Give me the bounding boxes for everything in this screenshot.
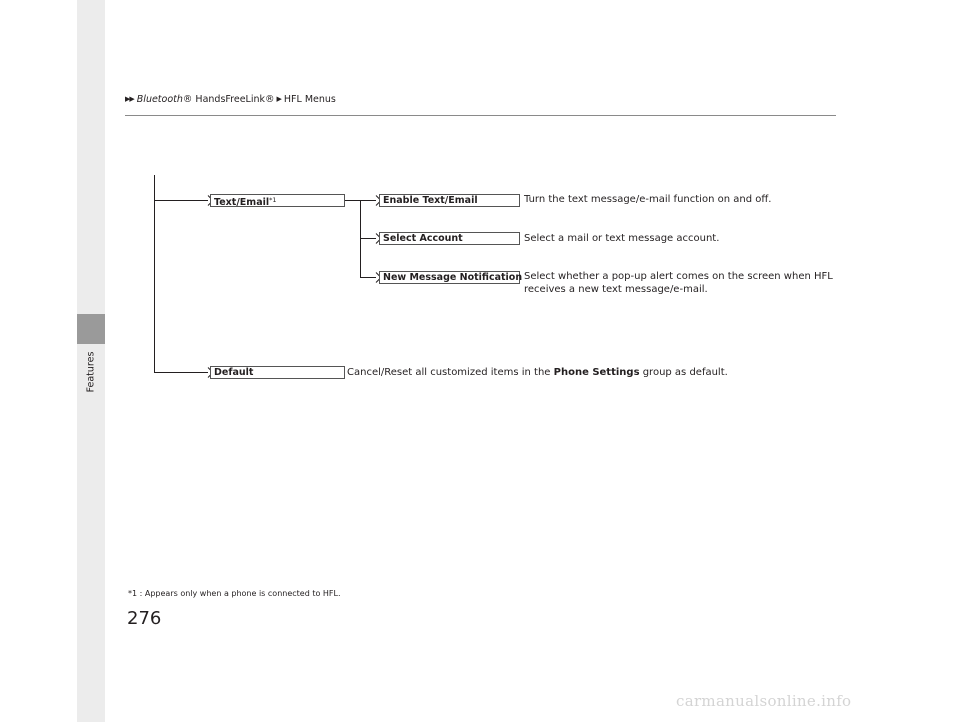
menu-item-text-email bbox=[210, 194, 345, 207]
menu-item-text-email-label: Text/Email bbox=[214, 197, 270, 208]
menu-item-enable-text-email: Enable Text/Email bbox=[379, 194, 520, 207]
breadcrumb-item-bluetooth: Bluetooth bbox=[136, 94, 183, 105]
footnote: *1 : Appears only when a phone is connected to HFL. bbox=[128, 589, 341, 598]
menu-item-new-message-notification: New Message Notification bbox=[379, 271, 520, 284]
section-tab-label: Features bbox=[85, 351, 97, 393]
page-number: 276 bbox=[127, 608, 162, 629]
breadcrumb-arrow-icon: ▶▶ bbox=[125, 95, 134, 103]
default-description-text: Cancel/Reset all customized items in the bbox=[347, 367, 554, 378]
footnote-ref: *1 bbox=[269, 196, 277, 204]
enable-text-email-description: Turn the text message/e-mail function on and off. bbox=[524, 194, 772, 205]
watermark: carmanualsonline.info bbox=[676, 692, 852, 710]
breadcrumb-item-handsfreelink: ® HandsFreeLink® bbox=[182, 94, 275, 105]
new-message-notification-description-line2: receives a new text message/e-mail. bbox=[524, 284, 708, 295]
breadcrumb-item-hfl-menus: HFL Menus bbox=[283, 94, 336, 105]
new-message-notification-description-line1: Select whether a pop-up alert comes on the screen when HFL bbox=[524, 271, 833, 282]
select-account-description: Select a mail or text message account. bbox=[524, 233, 720, 244]
menu-item-default: Default bbox=[210, 366, 345, 379]
breadcrumb-arrow-icon: ▶ bbox=[276, 95, 282, 103]
phone-settings-term: Phone Settings bbox=[553, 367, 640, 378]
default-description bbox=[347, 367, 728, 379]
menu-item-select-account: Select Account bbox=[379, 232, 520, 245]
tree-trunk-line bbox=[155, 175, 209, 373]
default-description-tail: group as default. bbox=[639, 367, 728, 378]
